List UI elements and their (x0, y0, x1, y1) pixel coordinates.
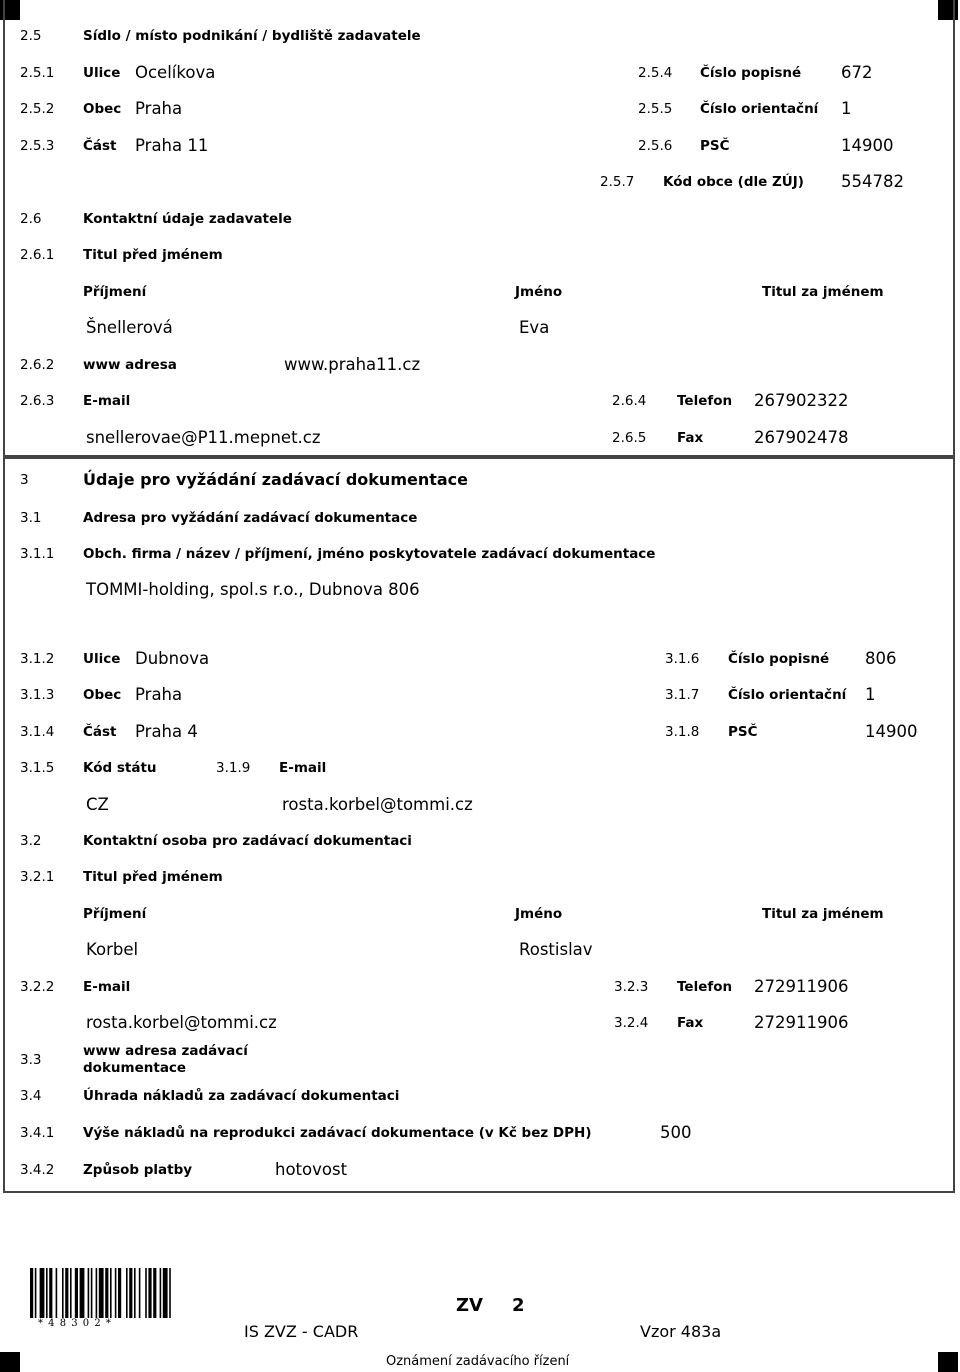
barcode-bar (65, 1268, 68, 1318)
section-number: 3.3 (20, 1052, 42, 1068)
field-number: 3.4.2 (20, 1162, 55, 1178)
barcode-bar (169, 1268, 171, 1318)
field-number: 2.6.2 (20, 357, 55, 373)
district-label: Část (83, 724, 117, 740)
municipality-value: Praha (135, 685, 183, 704)
email-value: rosta.korbel@tommi.cz (86, 1013, 277, 1032)
www-doc-label: www adresa zadávací dokumentace (83, 1043, 248, 1076)
www-label: www adresa (83, 357, 177, 373)
field-number: 3.1.3 (20, 687, 55, 703)
section-heading: Kontaktní údaje zadavatele (83, 211, 292, 227)
municipality-label: Obec (83, 101, 122, 117)
section-number: 2.5 (20, 28, 42, 44)
payment-method-label: Způsob platby (83, 1162, 193, 1178)
title-before-label: Titul před jménem (83, 869, 223, 885)
page-number: 2 (512, 1295, 525, 1316)
name-value: Eva (519, 318, 550, 337)
phone-label: Telefon (677, 979, 733, 995)
orientation-number-label: Číslo orientační (700, 101, 819, 117)
field-number: 2.6.1 (20, 247, 55, 263)
barcode-bar (153, 1268, 156, 1318)
postal-code-label: PSČ (700, 138, 730, 154)
country-code-value: CZ (86, 795, 109, 814)
section-heading: Úhrada nákladů za zadávací dokumentaci (83, 1088, 400, 1104)
field-number: 2.6.5 (612, 430, 647, 446)
title-after-column-header: Titul za jménem (762, 906, 884, 922)
cost-value: 500 (660, 1123, 692, 1142)
corner-mark-bottom-right (938, 1352, 958, 1372)
corner-mark-bottom-left (0, 1352, 20, 1372)
barcode-bar (49, 1268, 52, 1318)
country-code-label: Kód státu (83, 760, 157, 776)
orientation-number-value: 1 (841, 99, 852, 118)
system-name: IS ZVZ - CADR (244, 1322, 359, 1341)
surname-column-header: Příjmení (83, 906, 147, 922)
name-column-header: Jméno (515, 906, 563, 922)
field-number: 3.1.4 (20, 724, 55, 740)
house-number-label: Číslo popisné (700, 65, 802, 81)
surname-value: Šnellerová (86, 318, 173, 337)
barcode (30, 1268, 212, 1318)
fax-label: Fax (677, 430, 704, 446)
municipality-label: Obec (83, 687, 122, 703)
barcode-bar (129, 1268, 132, 1318)
name-column-header: Jméno (515, 284, 563, 300)
municipality-code-value: 554782 (841, 172, 904, 191)
provider-name-value: TOMMI-holding, spol.s r.o., Dubnova 806 (86, 580, 420, 599)
barcode-bar (148, 1268, 151, 1318)
fax-value: 267902478 (754, 428, 849, 447)
email-label: E-mail (83, 979, 131, 995)
barcode-bar (126, 1268, 128, 1318)
www-value: www.praha11.cz (284, 355, 421, 374)
title-before-label: Titul před jménem (83, 247, 223, 263)
field-number: 3.2.2 (20, 979, 55, 995)
municipality-code-label: Kód obce (dle ZÚJ) (663, 174, 804, 190)
field-number: 2.5.2 (20, 101, 55, 117)
phone-value: 272911906 (754, 977, 849, 996)
barcode-bar (115, 1268, 117, 1318)
phone-value: 267902322 (754, 391, 849, 410)
field-number: 2.5.4 (638, 65, 673, 81)
barcode-bar (30, 1268, 33, 1318)
street-value: Ocelíkova (135, 63, 216, 82)
section-heading: Adresa pro vyžádání zadávací dokumentace (83, 510, 418, 526)
orientation-number-value: 1 (865, 685, 876, 704)
barcode-bar (110, 1268, 112, 1318)
postal-code-label: PSČ (728, 724, 758, 740)
section-heading: Sídlo / místo podnikání / bydliště zadavatele (83, 28, 421, 44)
postal-code-value: 14900 (841, 136, 894, 155)
barcode-bar (75, 1268, 78, 1318)
form-title: Oznámení zadávacího řízení (386, 1354, 570, 1369)
field-number: 2.6.4 (612, 393, 647, 409)
field-number: 3.1.6 (665, 651, 700, 667)
section-number: 3.2 (20, 833, 42, 849)
orientation-number-label: Číslo orientační (728, 687, 847, 703)
email-value: rosta.korbel@tommi.cz (282, 795, 473, 814)
title-after-column-header: Titul za jménem (762, 284, 884, 300)
barcode-bar (118, 1268, 121, 1318)
district-value: Praha 11 (135, 136, 209, 155)
barcode-bar (46, 1268, 48, 1318)
fax-value: 272911906 (754, 1013, 849, 1032)
barcode-bar (35, 1268, 37, 1318)
fax-label: Fax (677, 1015, 704, 1031)
field-number: 3.1.2 (20, 651, 55, 667)
email-value: snellerovae@P11.mepnet.cz (86, 428, 321, 447)
barcode-bar (62, 1268, 64, 1318)
field-number: 3.2.3 (614, 979, 649, 995)
field-number: 2.5.6 (638, 138, 673, 154)
municipality-value: Praha (135, 99, 183, 118)
house-number-value: 806 (865, 649, 897, 668)
section-number: 2.6 (20, 211, 42, 227)
barcode-bar (99, 1268, 104, 1318)
street-label: Ulice (83, 65, 121, 81)
field-number: 2.6.3 (20, 393, 55, 409)
email-label: E-mail (83, 393, 131, 409)
district-label: Část (83, 138, 117, 154)
field-number: 2.5.5 (638, 101, 673, 117)
barcode-bar (145, 1268, 147, 1318)
street-value: Dubnova (135, 649, 210, 668)
barcode-text: * 4 8 3 0 2 * (38, 1318, 112, 1329)
barcode-bar (70, 1268, 72, 1318)
surname-value: Korbel (86, 940, 139, 959)
template-id: Vzor 483a (640, 1322, 722, 1341)
barcode-bar (134, 1268, 136, 1318)
section-number: 3.4 (20, 1088, 42, 1104)
name-value: Rostislav (519, 940, 593, 959)
section-number: 3.1 (20, 510, 42, 526)
field-number: 3.1.1 (20, 546, 55, 562)
barcode-bar (139, 1268, 141, 1318)
barcode-bar (91, 1268, 93, 1318)
barcode-bar (163, 1268, 168, 1318)
barcode-bar (160, 1268, 162, 1318)
house-number-label: Číslo popisné (728, 651, 830, 667)
field-number: 3.2.1 (20, 869, 55, 885)
postal-code-value: 14900 (865, 722, 918, 741)
section-3-frame (3, 457, 955, 1193)
form-code: ZV (456, 1295, 483, 1316)
barcode-bar (56, 1268, 58, 1318)
provider-name-label: Obch. firma / název / příjmení, jméno poskytovatele zadávací dokumentace (83, 546, 656, 562)
section-number: 3 (20, 472, 29, 488)
barcode-bar (105, 1268, 108, 1318)
barcode-bar (96, 1268, 98, 1318)
field-number: 3.1.9 (216, 760, 251, 776)
district-value: Praha 4 (135, 722, 198, 741)
field-number: 2.5.7 (600, 174, 635, 190)
field-number: 2.5.1 (20, 65, 55, 81)
street-label: Ulice (83, 651, 121, 667)
email-label: E-mail (279, 760, 327, 776)
surname-column-header: Příjmení (83, 284, 147, 300)
barcode-bar (80, 1268, 85, 1318)
field-number: 3.1.5 (20, 760, 55, 776)
field-number: 3.1.7 (665, 687, 700, 703)
field-number: 2.5.3 (20, 138, 55, 154)
field-number: 3.1.8 (665, 724, 700, 740)
payment-method-value: hotovost (275, 1160, 348, 1179)
house-number-value: 672 (841, 63, 873, 82)
barcode-bar (88, 1268, 90, 1318)
field-number: 3.2.4 (614, 1015, 649, 1031)
field-number: 3.4.1 (20, 1125, 55, 1141)
cost-label: Výše nákladů na reprodukci zadávací dokumentace (v Kč bez DPH) (83, 1125, 592, 1141)
section-heading: Údaje pro vyžádání zadávací dokumentace (83, 470, 469, 489)
phone-label: Telefon (677, 393, 733, 409)
barcode-bar (40, 1268, 45, 1318)
section-heading: Kontaktní osoba pro zadávací dokumentaci (83, 833, 412, 849)
